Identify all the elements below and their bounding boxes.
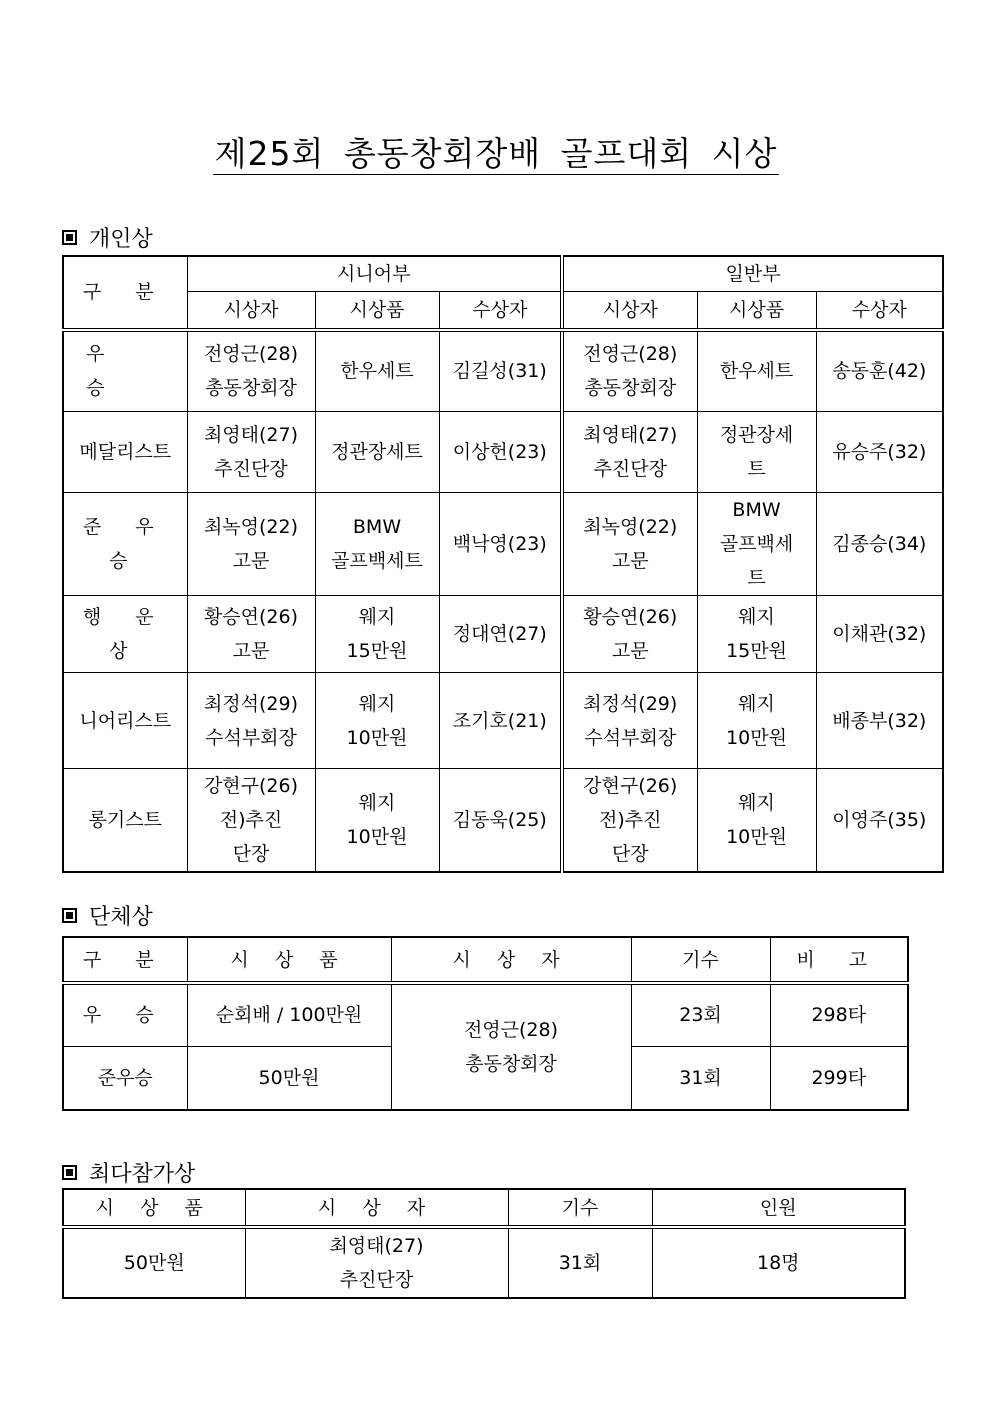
- category-cell: 우 승: [63, 330, 187, 412]
- senior-presenter-cell: 황승연(26) 고문: [187, 596, 315, 673]
- participation-term-cell: 31회: [508, 1227, 652, 1298]
- team-note-cell: 298타: [770, 983, 908, 1046]
- general-prize-cell: BMW 골프백세 트: [697, 493, 816, 596]
- section-team-label: 단체상: [89, 905, 153, 930]
- participation-term-header: 기수: [508, 1189, 652, 1227]
- participation-count-cell: 18명: [652, 1227, 905, 1298]
- general-winner-cell: 송동훈(42): [816, 330, 943, 412]
- senior-winner-cell: 조기호(21): [439, 673, 562, 769]
- table-row: [63, 1227, 905, 1298]
- general-winner-cell: 이채관(32): [816, 596, 943, 673]
- corner-header: 구 분: [63, 256, 187, 330]
- senior-winner-cell: 이상헌(23): [439, 412, 562, 493]
- senior-winner-header: 수상자: [439, 292, 562, 330]
- senior-prize-cell: 정관장세트: [315, 412, 439, 493]
- team-prize-cell: 50만원: [187, 1046, 391, 1110]
- participation-presenter-cell: 최영태(27) 추진단장: [245, 1227, 508, 1298]
- general-prize-cell: 웨지 10만원: [697, 673, 816, 769]
- team-note-cell: 299타: [770, 1046, 908, 1110]
- general-presenter-cell: 최정석(29) 수석부회장: [562, 673, 697, 769]
- square-bullet-icon: [62, 1165, 77, 1180]
- general-presenter-cell: 최녹영(22) 고문: [562, 493, 697, 596]
- general-winner-cell: 이영주(35): [816, 769, 943, 873]
- senior-winner-cell: 김길성(31): [439, 330, 562, 412]
- team-category-header: 구 분: [63, 937, 187, 983]
- category-cell: 니어리스트: [63, 673, 187, 769]
- category-cell: 메달리스트: [63, 412, 187, 493]
- team-category-cell: 우 승: [63, 983, 187, 1046]
- individual-award-table: [62, 255, 944, 873]
- team-note-header: 비 고: [770, 937, 908, 983]
- general-winner-cell: 배종부(32): [816, 673, 943, 769]
- team-prize-header: 시 상 품: [187, 937, 391, 983]
- senior-presenter-cell: 최녹영(22) 고문: [187, 493, 315, 596]
- team-award-table: [62, 936, 909, 1111]
- category-cell: 준 우 승: [63, 493, 187, 596]
- participation-prize-header: 시 상 품: [63, 1189, 245, 1227]
- senior-prize-header: 시상품: [315, 292, 439, 330]
- participation-count-header: 인원: [652, 1189, 905, 1227]
- general-group-header: 일반부: [562, 256, 943, 292]
- section-participation-label: 최다참가상: [89, 1162, 196, 1187]
- section-participation: [62, 1157, 195, 1188]
- general-prize-cell: 웨지 10만원: [697, 769, 816, 873]
- general-winner-cell: 유승주(32): [816, 412, 943, 493]
- square-bullet-icon: [62, 908, 77, 923]
- senior-prize-cell: 웨지 15만원: [315, 596, 439, 673]
- general-presenter-cell: 전영근(28) 총동창회장: [562, 330, 697, 412]
- table-row: [63, 493, 943, 596]
- table-row: [63, 596, 943, 673]
- senior-prize-cell: 웨지 10만원: [315, 673, 439, 769]
- team-presenter-cell: 전영근(28) 총동창회장: [391, 983, 631, 1110]
- team-presenter-header: 시 상 자: [391, 937, 631, 983]
- team-term-cell: 31회: [631, 1046, 770, 1110]
- senior-prize-cell: 한우세트: [315, 330, 439, 412]
- square-bullet-icon: [62, 230, 77, 245]
- section-individual-label: 개인상: [89, 227, 153, 252]
- participation-award-table: [62, 1188, 906, 1299]
- general-presenter-cell: 최영태(27) 추진단장: [562, 412, 697, 493]
- category-cell: 롱기스트: [63, 769, 187, 873]
- table-row: [63, 330, 943, 412]
- table-row: [63, 769, 943, 873]
- senior-presenter-cell: 최정석(29) 수석부회장: [187, 673, 315, 769]
- senior-presenter-cell: 최영태(27) 추진단장: [187, 412, 315, 493]
- participation-prize-cell: 50만원: [63, 1227, 245, 1298]
- team-term-header: 기수: [631, 937, 770, 983]
- general-presenter-cell: 황승연(26) 고문: [562, 596, 697, 673]
- table-row: [63, 983, 908, 1046]
- team-term-cell: 23회: [631, 983, 770, 1046]
- general-prize-header: 시상품: [697, 292, 816, 330]
- general-winner-header: 수상자: [816, 292, 943, 330]
- senior-prize-cell: 웨지 10만원: [315, 769, 439, 873]
- general-presenter-header: 시상자: [562, 292, 697, 330]
- general-winner-cell: 김종승(34): [816, 493, 943, 596]
- senior-presenter-cell: 강현구(26) 전)추진 단장: [187, 769, 315, 873]
- section-individual: [62, 222, 153, 253]
- senior-presenter-cell: 전영근(28) 총동창회장: [187, 330, 315, 412]
- general-prize-cell: 웨지 15만원: [697, 596, 816, 673]
- table-row: [63, 673, 943, 769]
- team-prize-cell: 순회배 / 100만원: [187, 983, 391, 1046]
- senior-winner-cell: 김동욱(25): [439, 769, 562, 873]
- table-row: [63, 412, 943, 493]
- senior-group-header: 시니어부: [187, 256, 562, 292]
- senior-presenter-header: 시상자: [187, 292, 315, 330]
- senior-winner-cell: 정대연(27): [439, 596, 562, 673]
- senior-prize-cell: BMW 골프백세트: [315, 493, 439, 596]
- senior-winner-cell: 백낙영(23): [439, 493, 562, 596]
- participation-presenter-header: 시 상 자: [245, 1189, 508, 1227]
- general-prize-cell: 정관장세 트: [697, 412, 816, 493]
- section-team: [62, 900, 153, 931]
- general-prize-cell: 한우세트: [697, 330, 816, 412]
- general-presenter-cell: 강현구(26) 전)추진 단장: [562, 769, 697, 873]
- team-category-cell: 준우승: [63, 1046, 187, 1110]
- page-title: 제25회 총동창회장배 골프대회 시상: [214, 134, 778, 173]
- category-cell: 행 운 상: [63, 596, 187, 673]
